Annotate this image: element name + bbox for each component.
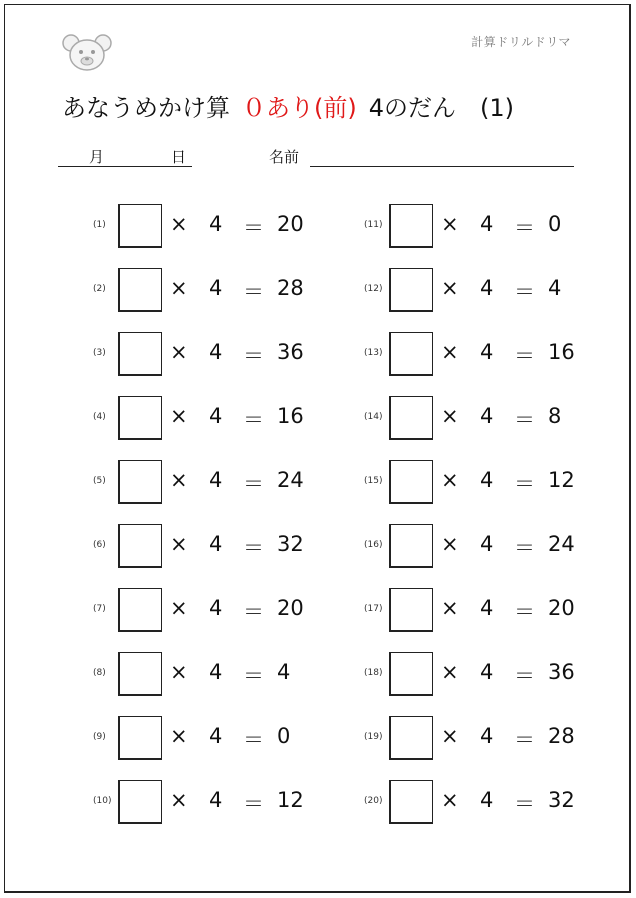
product-value: 32: [277, 532, 304, 556]
problem-number: (6): [93, 540, 106, 550]
date-field[interactable]: [58, 146, 192, 167]
multiplier-value: 4: [209, 596, 223, 620]
product-value: 28: [548, 724, 575, 748]
product-value: 12: [277, 788, 304, 812]
multiplier-value: 4: [209, 340, 223, 364]
answer-box[interactable]: [389, 396, 433, 440]
multiplier-value: 4: [480, 468, 494, 492]
problem-number: (14): [364, 412, 383, 422]
product-value: 12: [548, 468, 575, 492]
multiplier-value: 4: [480, 340, 494, 364]
problem-number: (10): [93, 796, 112, 806]
problem-number: (3): [93, 348, 106, 358]
equals-sign: ＝: [243, 280, 264, 304]
times-sign: ×: [441, 788, 459, 812]
times-sign: ×: [441, 596, 459, 620]
multiplier-value: 4: [209, 724, 223, 748]
problem-number: (7): [93, 604, 106, 614]
problem-number: (8): [93, 668, 106, 678]
times-sign: ×: [170, 404, 188, 428]
equals-sign: ＝: [514, 408, 535, 432]
answer-box[interactable]: [118, 332, 162, 376]
product-value: 4: [277, 660, 291, 684]
problem-number: (4): [93, 412, 106, 422]
product-value: 20: [548, 596, 575, 620]
multiplier-value: 4: [209, 788, 223, 812]
product-value: 36: [548, 660, 575, 684]
equals-sign: ＝: [243, 408, 264, 432]
times-sign: ×: [441, 276, 459, 300]
equals-sign: ＝: [243, 792, 264, 816]
answer-box[interactable]: [389, 268, 433, 312]
multiplier-value: 4: [480, 212, 494, 236]
problem-number: (1): [93, 220, 106, 230]
name-label: 名前: [269, 148, 300, 166]
equals-sign: ＝: [514, 792, 535, 816]
product-value: 24: [277, 468, 304, 492]
multiplier-value: 4: [480, 660, 494, 684]
answer-box[interactable]: [389, 332, 433, 376]
answer-box[interactable]: [389, 460, 433, 504]
product-value: 4: [548, 276, 562, 300]
product-value: 32: [548, 788, 575, 812]
month-label: 月: [89, 148, 105, 166]
equals-sign: ＝: [514, 536, 535, 560]
answer-box[interactable]: [118, 780, 162, 824]
brand-label: 計算ドリルドリマ: [471, 35, 571, 49]
times-sign: ×: [441, 340, 459, 364]
times-sign: ×: [441, 532, 459, 556]
product-value: 0: [277, 724, 291, 748]
times-sign: ×: [170, 532, 188, 556]
title-main: あなうめかけ算: [62, 94, 230, 122]
problem-number: (12): [364, 284, 383, 294]
answer-box[interactable]: [118, 460, 162, 504]
product-value: 8: [548, 404, 562, 428]
answer-box[interactable]: [389, 716, 433, 760]
title-sheet-number: (1): [480, 94, 515, 122]
problem-number: (5): [93, 476, 106, 486]
page-title: [62, 88, 514, 123]
problem-number: (19): [364, 732, 383, 742]
answer-box[interactable]: [389, 524, 433, 568]
multiplier-value: 4: [209, 212, 223, 236]
times-sign: ×: [170, 468, 188, 492]
problem-number: (9): [93, 732, 106, 742]
equals-sign: ＝: [243, 344, 264, 368]
product-value: 24: [548, 532, 575, 556]
equals-sign: ＝: [243, 536, 264, 560]
equals-sign: ＝: [514, 280, 535, 304]
problem-number: (16): [364, 540, 383, 550]
multiplier-value: 4: [480, 596, 494, 620]
multiplier-value: 4: [209, 532, 223, 556]
answer-box[interactable]: [118, 524, 162, 568]
answer-box[interactable]: [118, 588, 162, 632]
multiplier-value: 4: [209, 276, 223, 300]
name-field[interactable]: [310, 146, 574, 167]
equals-sign: ＝: [243, 472, 264, 496]
product-value: 20: [277, 212, 304, 236]
equals-sign: ＝: [243, 600, 264, 624]
answer-box[interactable]: [118, 396, 162, 440]
bear-logo-icon: [61, 33, 113, 73]
answer-box[interactable]: [118, 204, 162, 248]
multiplier-value: 4: [480, 276, 494, 300]
times-sign: ×: [170, 276, 188, 300]
multiplier-value: 4: [480, 532, 494, 556]
product-value: 16: [277, 404, 304, 428]
times-sign: ×: [170, 724, 188, 748]
product-value: 16: [548, 340, 575, 364]
answer-box[interactable]: [389, 204, 433, 248]
day-label: 日: [171, 148, 187, 166]
problem-number: (11): [364, 220, 383, 230]
product-value: 28: [277, 276, 304, 300]
equals-sign: ＝: [243, 216, 264, 240]
problem-number: (2): [93, 284, 106, 294]
problem-number: (15): [364, 476, 383, 486]
answer-box[interactable]: [118, 652, 162, 696]
times-sign: ×: [441, 468, 459, 492]
equals-sign: ＝: [514, 664, 535, 688]
product-value: 36: [277, 340, 304, 364]
multiplier-value: 4: [209, 660, 223, 684]
problem-number: (18): [364, 668, 383, 678]
equals-sign: ＝: [514, 216, 535, 240]
equals-sign: ＝: [514, 728, 535, 752]
title-zero-condition: ０あり(前): [242, 94, 357, 122]
answer-box[interactable]: [389, 780, 433, 824]
worksheet-page: [4, 4, 631, 893]
times-sign: ×: [441, 660, 459, 684]
multiplier-value: 4: [480, 788, 494, 812]
times-sign: ×: [170, 660, 188, 684]
multiplier-value: 4: [480, 404, 494, 428]
multiplier-value: 4: [209, 404, 223, 428]
equals-sign: ＝: [514, 344, 535, 368]
times-sign: ×: [170, 596, 188, 620]
times-sign: ×: [441, 212, 459, 236]
equals-sign: ＝: [243, 728, 264, 752]
answer-box[interactable]: [118, 716, 162, 760]
answer-box[interactable]: [118, 268, 162, 312]
times-sign: ×: [170, 788, 188, 812]
multiplier-value: 4: [209, 468, 223, 492]
problem-number: (20): [364, 796, 383, 806]
equals-sign: ＝: [514, 472, 535, 496]
times-sign: ×: [170, 212, 188, 236]
product-value: 20: [277, 596, 304, 620]
answer-box[interactable]: [389, 588, 433, 632]
times-sign: ×: [441, 724, 459, 748]
answer-box[interactable]: [389, 652, 433, 696]
multiplier-value: 4: [480, 724, 494, 748]
times-sign: ×: [170, 340, 188, 364]
problem-number: (13): [364, 348, 383, 358]
problem-number: (17): [364, 604, 383, 614]
title-times-table: 4のだん: [368, 94, 457, 122]
equals-sign: ＝: [514, 600, 535, 624]
times-sign: ×: [441, 404, 459, 428]
product-value: 0: [548, 212, 562, 236]
equals-sign: ＝: [243, 664, 264, 688]
